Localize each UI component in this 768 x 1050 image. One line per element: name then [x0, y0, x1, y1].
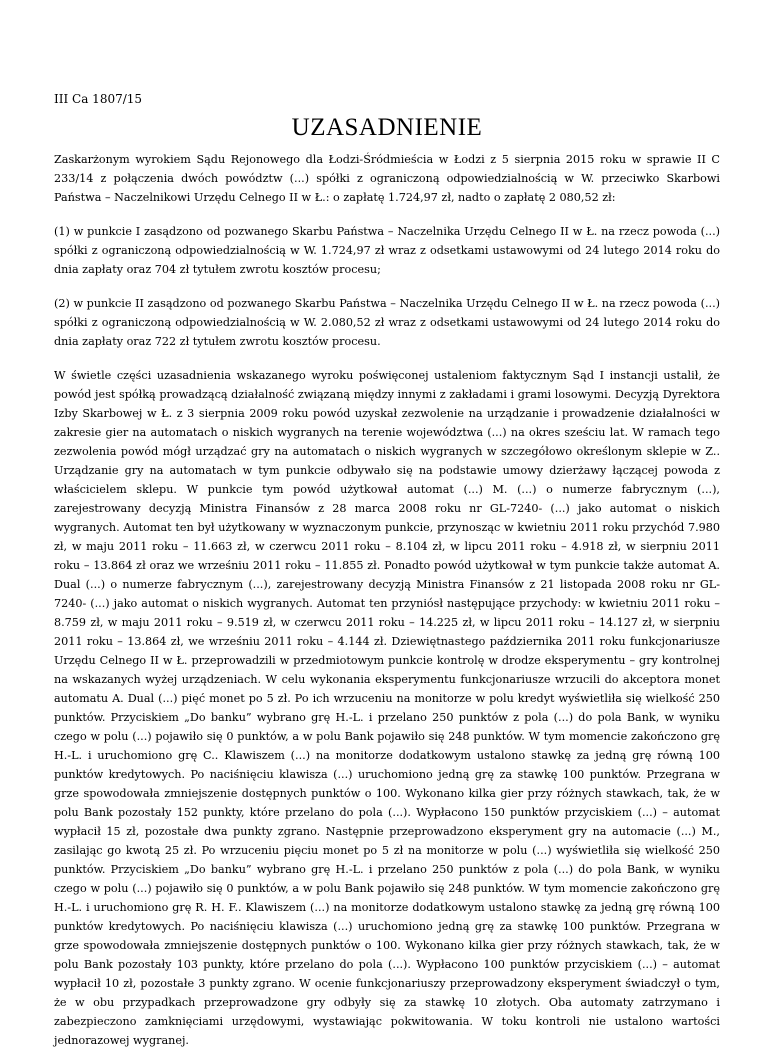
intro-paragraph: Zaskarżonym wyrokiem Sądu Rejonowego dla Łodzi-Śródmieścia w Łodzi z 5 sierpnia 2015 roku w sprawie II C 233/14 z połączenia dwóch powództw (...) spółki z ograniczoną odpowiedzialnością w W. przeciwko Skarbowi Państwa – Naczelnikowi Urzędu Celnego II w Ł.: o zapłatę 1.724,97 zł, nadto o zapłatę 2 080,52 zł: [54, 153, 720, 204]
findings-paragraph: W świetle części uzasadnienia wskazanego wyroku poświęconej ustaleniom faktycznym Sąd I instancji ustalił, że powód jest spółką prowadzącą działalność związaną między innymi z zakładami i grami losowymi. Decyzją Dyrektora Izby Skarbowej w Ł. z 3 sierpnia 2009 roku powód uzyskał zezwolenie na urządzanie i prowadzenie działalności w zakresie gier na automatach o niskich wygranych na terenie województwa (...) na okres sześciu lat. W ramach tego zezwolenia powód mógł urządzać gry na automatach o niskich wygranych w szczegółowo określonym sklepie w Z.. Urządzanie gry na automatach w tym punkcie odbywało się na podstawie umowy dzierżawy łączącej powoda z właścicielem sklepu. W punkcie tym powód użytkował automat (...) M. (...) o numerze fabrycznym (...), zarejestrowany decyzją Ministra Finansów z 28 marca 2008 roku nr GL-7240- (...) jako automat o niskich wygranych. Automat ten był użytkowany w wyznaczonym punkcie, przynosząc w kwietniu 2011 roku przychód 7.980 zł, w maju 2011 roku – 11.663 zł, w czerwcu 2011 roku – 8.104 zł, w lipcu 2011 roku – 4.918 zł, w sierpniu 2011 roku – 13.864 zł oraz we wrześniu 2011 roku – 11.855 zł. Ponadto powód użytkował w tym punkcie także automat A. Dual (...) o numerze fabrycznym (...), zarejestrowany decyzją Ministra Finansów z 21 listopada 2008 roku nr GL-7240- (...) jako automat o niskich wygranych. Automat ten przyniósł następujące przychody: w kwietniu 2011 roku – 8.759 zł, w maju 2011 roku – 9.519 zł, w czerwcu 2011 roku – 14.225 zł, w lipcu 2011 roku – 14.127 zł, w sierpniu 2011 roku – 13.864 zł, we wrześniu 2011 roku – 4.144 zł. Dziewiętnastego października 2011 roku funkcjonariusze Urzędu Celnego II w Ł. przeprowadzili w przedmiotowym punkcie kontrolę w drodze eksperymentu – gry kontrolnej na wskazanych wyżej urządzeniach. W celu wykonania eksperymentu funkcjonariusze wrzucili do akceptora monet automatu A. Dual (...) pięć monet po 5 zł. Po ich wrzuceniu na monitorze w polu kredyt wyświetliła się wielkość 250 punktów. Przyciskiem „Do banku” wybrano grę H.-L. i przelano 250 punktów z pola (...) do pola Bank, w wyniku czego w polu (...) pojawiło się 0 punktów, a w polu Bank pojawiło się 248 punktów. W tym momencie zakończono grę H.-L. i uruchomiono grę C.. Klawiszem (...) na monitorze dodatkowym ustalono stawkę za jedną grę równą 100 punktów kredytowych. Po naciśnięciu klawisza (...) uruchomiono jedną grę za stawkę 100 punktów. Przegrana w grze spowodowała zmniejszenie dostępnych punktów o 100. Wykonano kilka gier przy różnych stawkach, tak, że w polu Bank pozostały 152 punkty, które przelano do pola (...). Wypłacono 150 punktów przyciskiem (...) – automat wypłacił 15 zł, pozostałe dwa punkty zgrano. Następnie przeprowadzono eksperyment gry na automacie (...) M., zasilając go kwotą 25 zł. Po wrzuceniu pięciu monet po 5 zł na monitorze w polu (...) wyświetliła się wielkość 250 punktów. Przyciskiem „Do banku” wybrano grę H.-L. i przelano 250 punktów z pola (...) do pola Bank, w wyniku czego w polu (...) pojawiło się 0 punktów, a w polu Bank pojawiło się 248 punktów. W tym momencie zakończono grę H.-L. i uruchomiono grę R. H. F.. Klawiszem (...) na monitorze dodatkowym ustalono stawkę za jedną grę równą 100 punktów kredytowych. Po naciśnięciu klawisza (...) uruchomiono jedną grę za stawkę 100 punktów. Przegrana w grze spowodowała zmniejszenie dostępnych punktów o 100. Wykonano kilka gier przy różnych stawkach, tak, że w polu Bank pozostały 103 punkty, które przelano do pola (...). Wypłacono 100 punktów przyciskiem (...) – automat wypłacił 10 zł, pozostałe 3 punkty zgrano. W ocenie funkcjonariuszy przeprowadzony eksperyment świadczył o tym, że w obu przypadkach przeprowadzone gry odbyły się za stawkę 10 złotych. Oba automaty zatrzymano i zabezpieczono zamknięciami urzędowymi, wystawiając pokwitowania. W toku kontroli nie ustalono wartości jednorazowej wygranej. [54, 369, 720, 1047]
case-number: III Ca 1807/15 [54, 92, 143, 106]
ruling-point-1: (1) w punkcie I zasądzono od pozwanego Skarbu Państwa – Naczelnika Urzędu Celnego II w Ł. na rzecz powoda (...) spółki z ograniczoną odpowiedzialnością w W. 1.724,97 zł wraz z odsetkami ustawowymi od 24 lutego 2014 roku do dnia zapłaty oraz 704 zł tytułem zwrotu kosztów procesu; [54, 225, 720, 276]
document-title: UZASADNIENIE [291, 114, 483, 141]
ruling-point-2: (2) w punkcie II zasądzono od pozwanego Skarbu Państwa – Naczelnika Urzędu Celnego II w Ł. na rzecz powoda (...) spółki z ograniczoną odpowiedzialnością w W. 2.080,52 zł wraz z odsetkami ustawowymi od 24 lutego 2014 roku do dnia zapłaty oraz 722 zł tytułem zwrotu kosztów procesu. [54, 297, 720, 348]
